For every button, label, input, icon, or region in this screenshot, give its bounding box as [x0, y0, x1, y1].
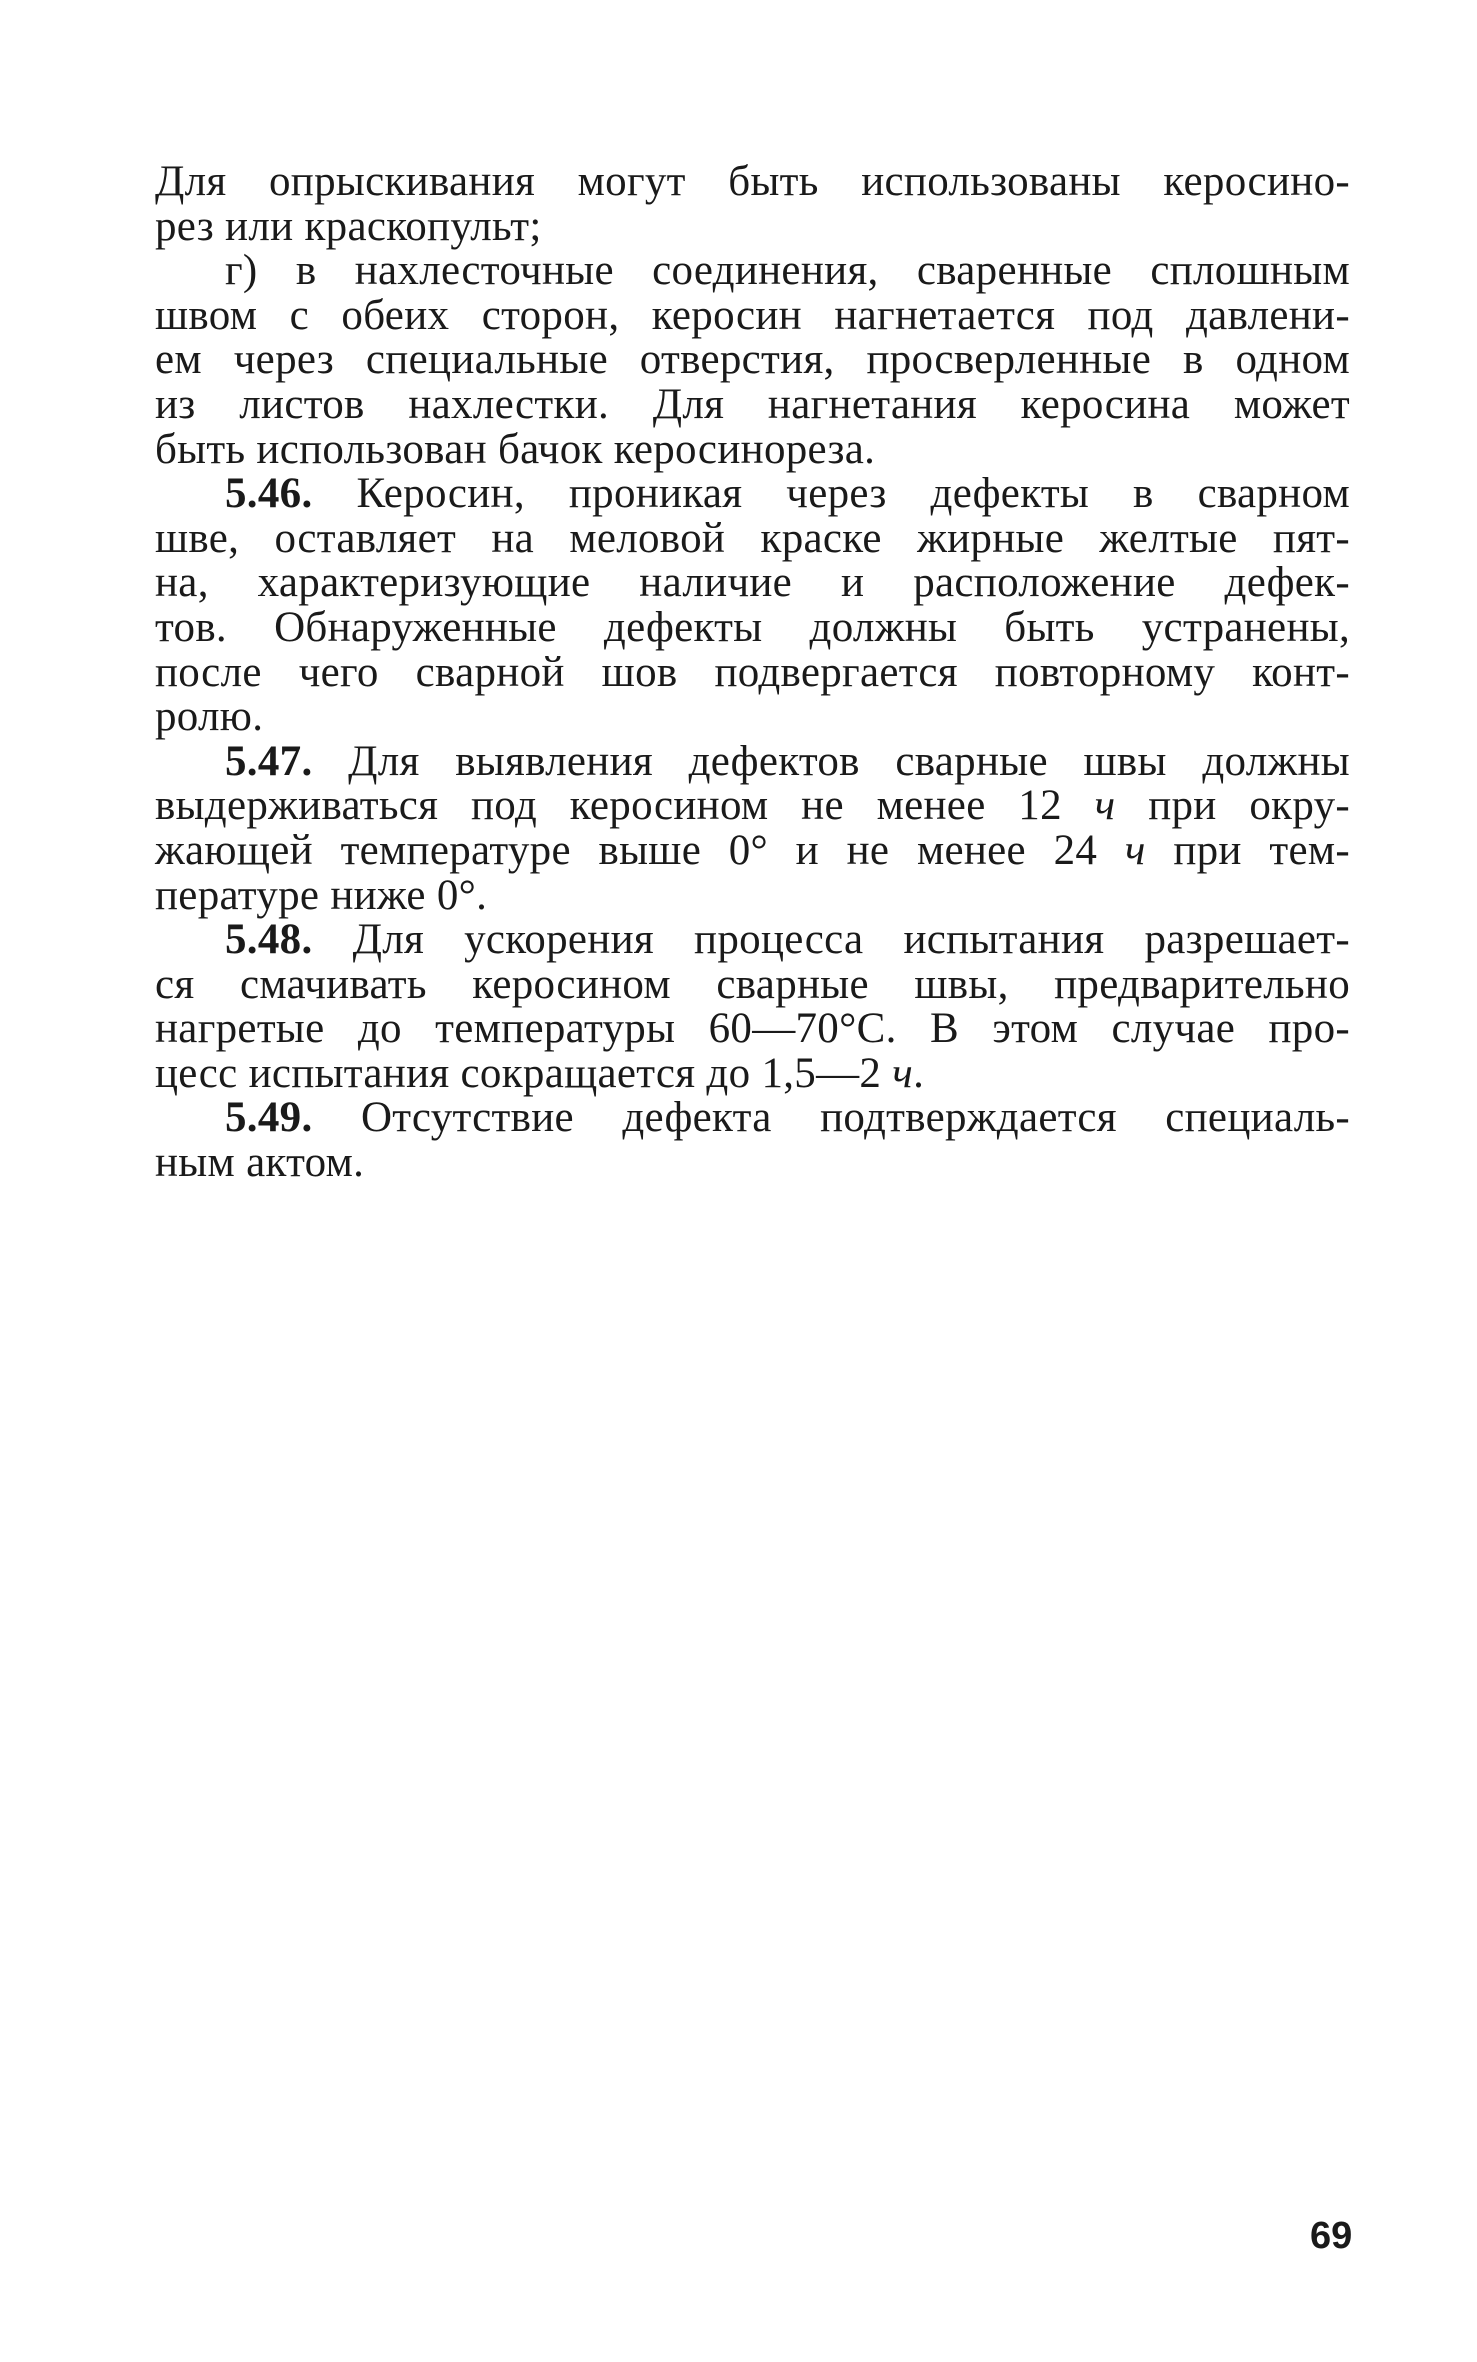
text-line: из листов нахлестки. Для нагнетания керосина может	[155, 380, 1350, 428]
unit-hours: ч	[892, 1049, 914, 1097]
section-number: 5.46.	[225, 470, 313, 518]
text-line	[155, 918, 1350, 963]
text-line: г) в нахлесточные соединения, сваренные сплошным	[225, 247, 1350, 295]
paragraph-intro	[155, 160, 1350, 249]
text-line: ем через специальные отверстия, просверленные в одном	[155, 336, 1350, 384]
text-line: тов. Обнаруженные дефекты должны быть устранены,	[155, 603, 1350, 651]
page-number: 69	[1310, 2215, 1353, 2257]
text-fragment: Для ускорения процесса испытания разрешает-	[312, 916, 1350, 964]
unit-hours: ч	[1124, 826, 1146, 874]
text-fragment: цесс испытания сокращается до 1,5—2	[155, 1049, 893, 1097]
text-line: нагретые до температуры 60—70°С. В этом случае про-	[155, 1005, 1350, 1053]
text-line	[155, 737, 1350, 785]
text-line	[155, 826, 1350, 874]
text-fragment: выдерживаться под керосином не менее 12	[155, 782, 1095, 830]
text-line: шве, оставляет на меловой краске жирные желтые пят-	[155, 514, 1350, 562]
unit-hours: ч	[1094, 782, 1116, 830]
text-line: ным актом.	[155, 1139, 365, 1187]
page-body	[155, 160, 1350, 1186]
text-line	[155, 784, 1350, 829]
paragraph-g	[155, 249, 1350, 472]
text-line: рез или краскопульт;	[155, 202, 542, 250]
text-fragment: Для выявления дефектов сварные швы должны	[312, 737, 1350, 785]
text-line	[155, 1049, 1350, 1097]
text-line: Для опрыскивания могут быть использованы керосино-	[155, 158, 1350, 205]
section-number: 5.49.	[225, 1094, 313, 1142]
text-line: быть использован бачок керосинореза.	[155, 425, 876, 473]
text-line	[155, 472, 1350, 517]
text-fragment: при окру-	[1115, 782, 1350, 830]
text-line: ся смачивать керосином сварные швы, предварительно	[155, 960, 1350, 1008]
text-line: швом с обеих сторон, керосин нагнетается под давлени-	[155, 291, 1350, 339]
text-fragment: жающей температуре выше 0° и не менее 24	[155, 826, 1125, 874]
text-line: после чего сварной шов подвергается повторному конт-	[155, 648, 1350, 696]
text-fragment: Керосин, проникая через дефекты в сварном	[312, 470, 1350, 518]
text-fragment: .	[913, 1049, 925, 1097]
section-5-46	[155, 472, 1350, 740]
text-line	[155, 1096, 1350, 1141]
text-fragment: при тем-	[1145, 826, 1350, 874]
text-line: на, характеризующие наличие и расположение дефек-	[155, 559, 1350, 607]
section-5-48	[155, 918, 1350, 1096]
section-number: 5.48.	[225, 916, 313, 964]
section-number: 5.47.	[225, 737, 313, 785]
section-5-49	[155, 1096, 1350, 1185]
section-5-47	[155, 737, 1350, 919]
text-fragment: Отсутствие дефекта подтверждается специаль-	[312, 1094, 1350, 1142]
text-line: ролю.	[155, 693, 264, 741]
text-line: пературе ниже 0°.	[155, 871, 488, 919]
